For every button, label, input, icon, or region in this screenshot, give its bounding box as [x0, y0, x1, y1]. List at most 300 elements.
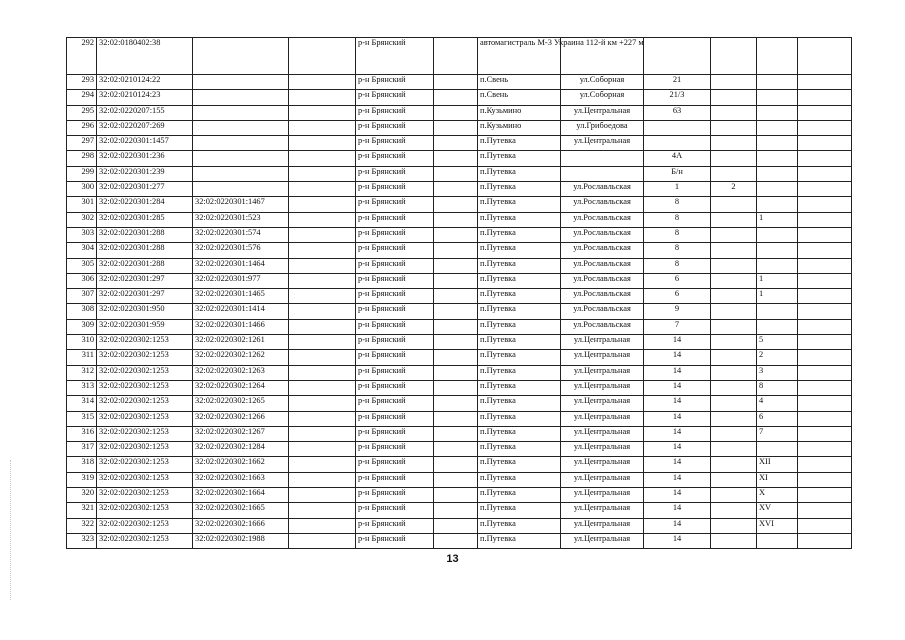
table-cell	[289, 212, 356, 227]
table-cell: ул.Центральная	[561, 426, 644, 441]
table-cell: 32:02:0220302:1253	[97, 472, 193, 487]
table-cell	[434, 503, 478, 518]
table-cell: п.Кузьмино	[478, 120, 561, 135]
table-cell: 32:02:0220302:1664	[193, 488, 289, 503]
table-cell: 32:02:0220302:1284	[193, 442, 289, 457]
table-cell: 2	[757, 350, 798, 365]
table-cell: р-н Брянский	[356, 304, 434, 319]
table-cell: 305	[67, 258, 97, 273]
table-cell: ул.Центральная	[561, 350, 644, 365]
table-cell	[711, 503, 757, 518]
table-cell	[434, 319, 478, 334]
table-cell	[711, 411, 757, 426]
table-cell: р-н Брянский	[356, 105, 434, 120]
table-cell: р-н Брянский	[356, 166, 434, 181]
table-cell	[798, 166, 852, 181]
table-cell: п.Путевка	[478, 227, 561, 242]
table-cell: п.Путевка	[478, 442, 561, 457]
table-row	[67, 533, 852, 548]
table-cell: 308	[67, 304, 97, 319]
table-row	[67, 488, 852, 503]
table-cell	[289, 166, 356, 181]
table-cell	[711, 442, 757, 457]
table-cell: 32:02:0220301:959	[97, 319, 193, 334]
table-cell: п.Свень	[478, 75, 561, 90]
table-cell	[711, 304, 757, 319]
table-cell: п.Путевка	[478, 304, 561, 319]
table-cell	[434, 120, 478, 135]
table-cell	[711, 289, 757, 304]
table-cell	[798, 289, 852, 304]
table-cell	[434, 273, 478, 288]
table-cell	[757, 243, 798, 258]
table-cell: 310	[67, 335, 97, 350]
table-cell	[434, 197, 478, 212]
table-cell: п.Путевка	[478, 212, 561, 227]
table-cell: р-н Брянский	[356, 411, 434, 426]
page-number: 13	[446, 553, 459, 565]
table-cell	[644, 120, 711, 135]
table-cell	[289, 304, 356, 319]
table-cell: ул.Центральная	[561, 335, 644, 350]
table-cell: 32:02:0220302:1253	[97, 396, 193, 411]
table-cell	[711, 488, 757, 503]
table-cell: 32:02:0220301:236	[97, 151, 193, 166]
table-cell: 5	[757, 335, 798, 350]
table-cell	[711, 227, 757, 242]
table-cell	[434, 227, 478, 242]
table-cell	[434, 442, 478, 457]
table-row	[67, 411, 852, 426]
table-cell	[711, 151, 757, 166]
table-cell	[711, 258, 757, 273]
table-cell	[193, 90, 289, 105]
table-cell: 32:02:0220302:1262	[193, 350, 289, 365]
table-cell: Б/н	[644, 166, 711, 181]
table-cell	[798, 457, 852, 472]
table-cell	[757, 120, 798, 135]
table-cell	[434, 75, 478, 90]
table-cell	[434, 151, 478, 166]
table-cell: 32:02:0220302:1265	[193, 396, 289, 411]
table-cell: 294	[67, 90, 97, 105]
table-cell: р-н Брянский	[356, 90, 434, 105]
table-cell: 300	[67, 182, 97, 197]
table-cell	[289, 457, 356, 472]
table-cell	[561, 151, 644, 166]
table-cell	[711, 365, 757, 380]
table-cell: 1	[757, 212, 798, 227]
table-cell	[711, 120, 757, 135]
table-cell: 32:02:0210124:23	[97, 90, 193, 105]
table-cell: 302	[67, 212, 97, 227]
table-cell: 14	[644, 365, 711, 380]
table-cell	[193, 75, 289, 90]
table-cell	[289, 38, 356, 75]
table-cell: п.Путевка	[478, 472, 561, 487]
table-cell	[798, 75, 852, 90]
table-row	[67, 503, 852, 518]
table-cell: 32:02:0220302:1662	[193, 457, 289, 472]
table-cell: п.Путевка	[478, 411, 561, 426]
table-cell: ул.Центральная	[561, 365, 644, 380]
table-cell: 309	[67, 319, 97, 334]
table-cell: ул.Центральная	[561, 442, 644, 457]
table-cell: 322	[67, 518, 97, 533]
table-cell: ул.Грибоедова	[561, 120, 644, 135]
table-cell	[798, 227, 852, 242]
table-cell: 32:02:0220301:277	[97, 182, 193, 197]
table-cell: 293	[67, 75, 97, 90]
table-cell: п.Путевка	[478, 136, 561, 151]
table-row	[67, 304, 852, 319]
table-cell: 14	[644, 472, 711, 487]
table-cell	[798, 120, 852, 135]
table-cell: 32:02:0220301:288	[97, 258, 193, 273]
table-cell: п.Путевка	[478, 273, 561, 288]
table-cell: XI	[757, 472, 798, 487]
table-cell	[434, 243, 478, 258]
table-cell: 14	[644, 457, 711, 472]
table-cell: ул.Рославльская	[561, 197, 644, 212]
table-cell	[193, 166, 289, 181]
table-cell: 323	[67, 533, 97, 548]
table-cell: 318	[67, 457, 97, 472]
table-cell: 32:02:0220302:1267	[193, 426, 289, 441]
table-cell	[289, 273, 356, 288]
table-cell	[434, 258, 478, 273]
table-cell: автомагистраль М-3 Украина 112-й км +227 м	[478, 38, 561, 75]
table-cell	[757, 258, 798, 273]
table-cell: ул.Рославльская	[561, 319, 644, 334]
table-cell: ул.Рославльская	[561, 273, 644, 288]
table-cell	[289, 365, 356, 380]
table-cell	[434, 335, 478, 350]
table-cell: 317	[67, 442, 97, 457]
table-cell: 14	[644, 335, 711, 350]
table-cell: XII	[757, 457, 798, 472]
table-cell: п.Путевка	[478, 350, 561, 365]
table-row	[67, 38, 852, 75]
table-cell: 6	[757, 411, 798, 426]
table-row	[67, 166, 852, 181]
table-cell: р-н Брянский	[356, 197, 434, 212]
table-cell: 311	[67, 350, 97, 365]
table-cell: 6	[644, 289, 711, 304]
table-cell	[757, 533, 798, 548]
table-cell	[757, 136, 798, 151]
table-cell	[711, 350, 757, 365]
table-cell	[289, 488, 356, 503]
table-cell: 292	[67, 38, 97, 75]
table-cell: 301	[67, 197, 97, 212]
table-cell	[757, 227, 798, 242]
table-cell: п.Путевка	[478, 365, 561, 380]
table-cell	[434, 488, 478, 503]
table-cell: 21/3	[644, 90, 711, 105]
table-cell: 32:02:0220302:1264	[193, 380, 289, 395]
table-cell: р-н Брянский	[356, 319, 434, 334]
table-cell	[434, 136, 478, 151]
table-cell	[798, 151, 852, 166]
table-cell: 32:02:0220302:1988	[193, 533, 289, 548]
table-row	[67, 472, 852, 487]
table-cell: п.Путевка	[478, 258, 561, 273]
table-cell: 319	[67, 472, 97, 487]
table-cell	[798, 273, 852, 288]
table-cell: п.Путевка	[478, 289, 561, 304]
table-cell: р-н Брянский	[356, 273, 434, 288]
table-cell	[434, 518, 478, 533]
table-cell	[289, 75, 356, 90]
table-cell	[798, 396, 852, 411]
table-cell: 315	[67, 411, 97, 426]
table-cell: р-н Брянский	[356, 380, 434, 395]
table-cell: ул.Рославльская	[561, 243, 644, 258]
table-row	[67, 136, 852, 151]
table-cell: 32:02:0220302:1253	[97, 365, 193, 380]
table-cell	[434, 472, 478, 487]
table-cell: 2	[711, 182, 757, 197]
table-cell: р-н Брянский	[356, 350, 434, 365]
table-cell: р-н Брянский	[356, 120, 434, 135]
table-cell	[434, 411, 478, 426]
table-cell: р-н Брянский	[356, 289, 434, 304]
table-cell	[289, 518, 356, 533]
table-cell	[289, 380, 356, 395]
table-cell: п.Путевка	[478, 426, 561, 441]
table-cell: п.Путевка	[478, 503, 561, 518]
table-cell: 3	[757, 365, 798, 380]
table-row	[67, 365, 852, 380]
table-row	[67, 350, 852, 365]
table-cell	[193, 182, 289, 197]
table-cell: п.Путевка	[478, 166, 561, 181]
table-cell	[289, 396, 356, 411]
table-cell: 299	[67, 166, 97, 181]
table-cell	[434, 365, 478, 380]
table-cell: 298	[67, 151, 97, 166]
table-row	[67, 518, 852, 533]
table-cell: 4А	[644, 151, 711, 166]
table-cell: 297	[67, 136, 97, 151]
table-cell	[711, 166, 757, 181]
table-cell: 32:02:0220301:1466	[193, 319, 289, 334]
table-row	[67, 120, 852, 135]
table-cell: ул.Центральная	[561, 136, 644, 151]
table-row	[67, 227, 852, 242]
table-cell: р-н Брянский	[356, 258, 434, 273]
table-cell: п.Путевка	[478, 335, 561, 350]
table-row	[67, 457, 852, 472]
table-cell: п.Путевка	[478, 197, 561, 212]
table-cell: ул.Центральная	[561, 472, 644, 487]
table-cell: 7	[757, 426, 798, 441]
table-cell	[289, 350, 356, 365]
table-cell: 14	[644, 396, 711, 411]
table-cell	[798, 182, 852, 197]
table-cell	[711, 426, 757, 441]
table-cell	[644, 38, 711, 75]
table-row	[67, 380, 852, 395]
table-cell	[193, 151, 289, 166]
table-cell: 32:02:0220302:1253	[97, 411, 193, 426]
address-table	[66, 37, 852, 549]
table-cell: 8	[644, 243, 711, 258]
table-cell: п.Свень	[478, 90, 561, 105]
table-cell: 32:02:0220301:1457	[97, 136, 193, 151]
table-cell: 32:02:0220302:1253	[97, 335, 193, 350]
table-cell: 307	[67, 289, 97, 304]
table-cell: 32:02:0220301:950	[97, 304, 193, 319]
table-cell: 32:02:0180402:38	[97, 38, 193, 75]
table-cell	[434, 166, 478, 181]
table-cell: 32:02:0220301:523	[193, 212, 289, 227]
table-cell	[711, 457, 757, 472]
table-cell: 32:02:0220301:297	[97, 289, 193, 304]
table-cell	[798, 105, 852, 120]
table-cell	[798, 503, 852, 518]
table-cell: 32:02:0220207:269	[97, 120, 193, 135]
table-cell	[757, 151, 798, 166]
table-cell	[193, 120, 289, 135]
table-cell	[434, 182, 478, 197]
table-cell: ул.Соборная	[561, 75, 644, 90]
table-cell	[711, 90, 757, 105]
table-cell: 296	[67, 120, 97, 135]
table-cell: ул.Центральная	[561, 105, 644, 120]
table-cell: р-н Брянский	[356, 533, 434, 548]
table-cell: 32:02:0220302:1665	[193, 503, 289, 518]
table-cell: 9	[644, 304, 711, 319]
table-row	[67, 182, 852, 197]
table-cell	[798, 197, 852, 212]
table-cell: р-н Брянский	[356, 396, 434, 411]
table-cell	[434, 350, 478, 365]
table-cell	[757, 197, 798, 212]
table-row	[67, 258, 852, 273]
table-cell: 32:02:0220301:285	[97, 212, 193, 227]
table-cell	[798, 335, 852, 350]
table-cell: 32:02:0220301:239	[97, 166, 193, 181]
table-cell: ул.Центральная	[561, 411, 644, 426]
table-cell	[289, 105, 356, 120]
table-cell: 1	[757, 273, 798, 288]
table-cell: 32:02:0220302:1253	[97, 426, 193, 441]
table-cell: ул.Рославльская	[561, 289, 644, 304]
table-cell: 14	[644, 442, 711, 457]
table-cell: 32:02:0220302:1266	[193, 411, 289, 426]
table-cell: ул.Соборная	[561, 90, 644, 105]
table-cell: ул.Центральная	[561, 533, 644, 548]
table-cell: 32:02:0220301:1414	[193, 304, 289, 319]
table-cell: 314	[67, 396, 97, 411]
table-cell: 14	[644, 411, 711, 426]
table-cell	[757, 90, 798, 105]
table-cell	[289, 227, 356, 242]
table-cell	[711, 533, 757, 548]
table-cell: ул.Рославльская	[561, 212, 644, 227]
table-cell	[798, 533, 852, 548]
table-cell	[434, 426, 478, 441]
table-cell	[434, 289, 478, 304]
table-cell	[434, 90, 478, 105]
table-cell: 14	[644, 533, 711, 548]
table-cell: п.Путевка	[478, 533, 561, 548]
table-cell: 312	[67, 365, 97, 380]
table-cell: р-н Брянский	[356, 488, 434, 503]
table-cell: п.Кузьмино	[478, 105, 561, 120]
table-cell: п.Путевка	[478, 488, 561, 503]
table-cell: 320	[67, 488, 97, 503]
table-cell: ул.Рославльская	[561, 258, 644, 273]
table-cell: 8	[644, 258, 711, 273]
table-cell: 32:02:0220301:288	[97, 227, 193, 242]
table-cell: п.Путевка	[478, 457, 561, 472]
table-cell: XV	[757, 503, 798, 518]
table-cell	[434, 533, 478, 548]
table-cell: р-н Брянский	[356, 472, 434, 487]
table-cell	[798, 518, 852, 533]
table-cell	[711, 212, 757, 227]
table-cell: ул.Центральная	[561, 396, 644, 411]
table-cell: п.Путевка	[478, 182, 561, 197]
table-cell	[757, 182, 798, 197]
table-cell: р-н Брянский	[356, 212, 434, 227]
table-cell	[289, 136, 356, 151]
table-cell: 32:02:0220301:1464	[193, 258, 289, 273]
table-cell	[193, 105, 289, 120]
table-row	[67, 289, 852, 304]
table-cell: п.Путевка	[478, 380, 561, 395]
table-cell: 21	[644, 75, 711, 90]
table-cell: р-н Брянский	[356, 365, 434, 380]
table-cell: п.Путевка	[478, 151, 561, 166]
table-cell: 316	[67, 426, 97, 441]
table-cell: п.Путевка	[478, 319, 561, 334]
table-cell	[193, 38, 289, 75]
table-cell	[757, 442, 798, 457]
table-cell	[289, 319, 356, 334]
table-row	[67, 151, 852, 166]
table-cell	[798, 243, 852, 258]
table-cell	[711, 472, 757, 487]
table-cell: 32:02:0220301:297	[97, 273, 193, 288]
table-row	[67, 90, 852, 105]
table-cell	[289, 90, 356, 105]
table-cell: п.Путевка	[478, 518, 561, 533]
table-cell: 1	[757, 289, 798, 304]
table-cell	[289, 411, 356, 426]
table-cell	[711, 197, 757, 212]
table-row	[67, 273, 852, 288]
table-cell: ул.Центральная	[561, 380, 644, 395]
table-cell: 32:02:0220302:1663	[193, 472, 289, 487]
table-cell: ул.Центральная	[561, 518, 644, 533]
table-cell: 32:02:0220302:1253	[97, 488, 193, 503]
table-cell: 32:02:0220302:1253	[97, 350, 193, 365]
table-cell	[711, 105, 757, 120]
table-cell	[798, 319, 852, 334]
table-cell: 6	[644, 273, 711, 288]
table-cell: р-н Брянский	[356, 182, 434, 197]
table-cell	[798, 212, 852, 227]
table-cell	[289, 120, 356, 135]
table-cell: 14	[644, 426, 711, 441]
table-cell: 32:02:0220302:1253	[97, 380, 193, 395]
table-cell	[289, 151, 356, 166]
table-cell: 32:02:0220301:284	[97, 197, 193, 212]
